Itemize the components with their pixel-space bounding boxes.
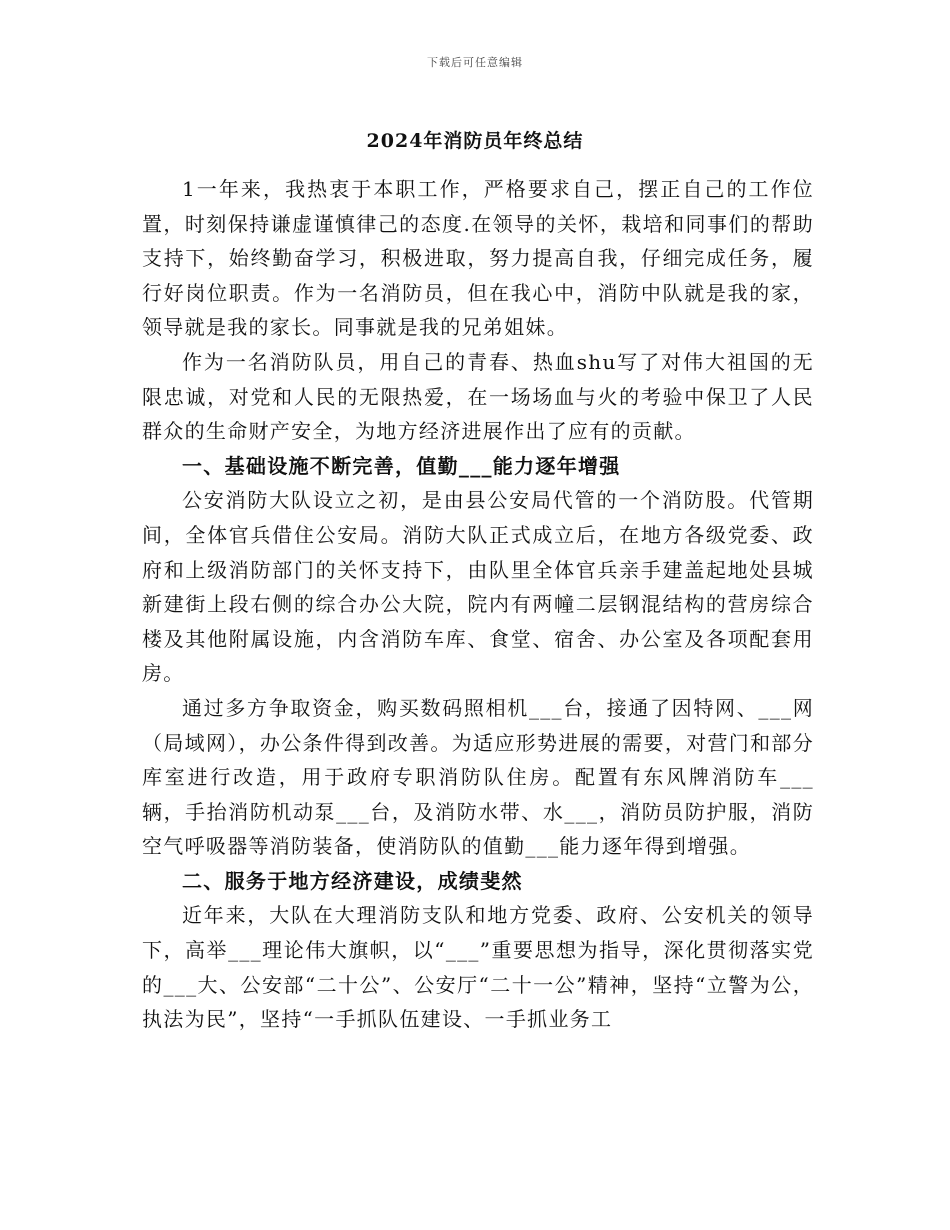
paragraph-4: 通过多方争取资金，购买数码照相机___台，接通了因特网、___网（局域网），办公条件得到改善。为适应形势进展的需要，对营门和部分库室进行改造，用于政府专职消防队住房。配置有东风牌消防车___辆，手抬消防机动泵___台，及消防水带、水___，消防员防护服，消防空气呼吸器等消防装备，使消防队的值勤___能力逐年得到增强。 [142,695,814,859]
paragraph-1: 1一年来，我热衷于本职工作，严格要求自己，摆正自己的工作位置，时刻保持谦虚谨慎律己的态度.在领导的关怀，栽培和同事们的帮助支持下，始终勤奋学习，积极进取，努力提高自我，仔细完成任务，履行好岗位职责。作为一名消防员，但在我心中，消防中队就是我的家，领导就是我的家长。同事就是我的兄弟姐妹。 [142,177,814,340]
paragraph-5: 近年来，大队在大理消防支队和地方党委、政府、公安机关的领导下，高举___理论伟大旗帜，以“___”重要思想为指导，深化贯彻落实党的___大、公安部“二十公”、公安厅“二十一公”精神，坚持“立警为公，执法为民”，坚持“一手抓队伍建设、一手抓业务工 [142,903,814,1032]
section-heading-1: 一、基础设施不断完善，值勤___能力逐年增强 [182,453,621,478]
paragraph-2: 作为一名消防队员，用自己的青春、热血shu写了对伟大祖国的无限忠诚，对党和人民的无限热爱，在一场场血与火的考验中保卫了人民群众的生命财产安全，为地方经济进展作出了应有的贡献。 [142,349,814,444]
document-body [142,172,814,1037]
section-heading-2: 二、服务于地方经济建设，成绩斐然 [182,868,523,893]
header-note: 下载后可任意编辑 [427,56,523,69]
paragraph-3: 公安消防大队设立之初，是由县公安局代管的一个消防股。代管期间，全体官兵借住公安局。消防大队正式成立后，在地方各级党委、政府和上级消防部门的关怀支持下，由队里全体官兵亲手建盖起地处县城新建街上段右侧的综合办公大院，院内有两幢二层钢混结构的营房综合楼及其他附属设施，内含消防车库、食堂、宿舍、办公室及各项配套用房。 [142,488,814,686]
document-title: 2024年消防员年终总结 [366,130,584,152]
